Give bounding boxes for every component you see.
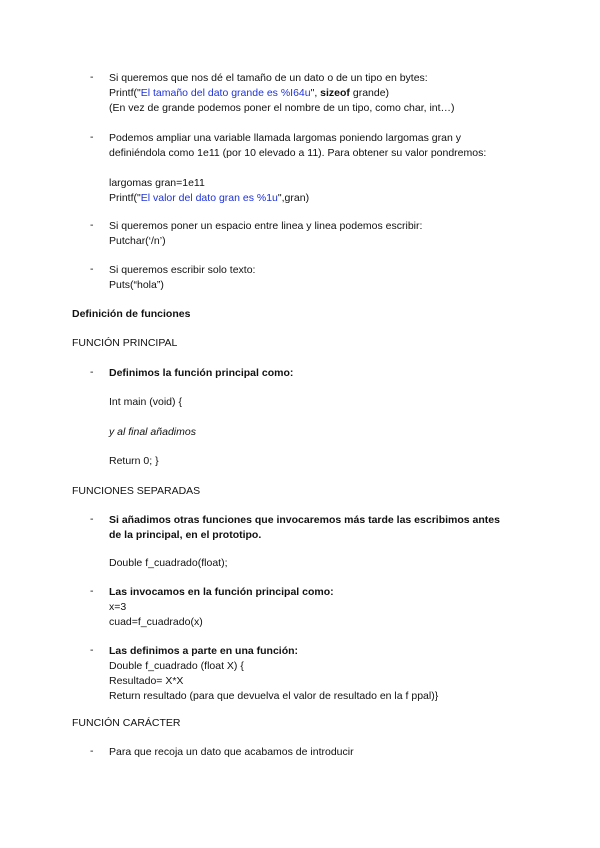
bullet-dash: - xyxy=(90,131,94,143)
bullet-dash: - xyxy=(90,585,94,597)
main-intro: Definimos la función principal como: xyxy=(109,367,294,379)
bullet-dash: - xyxy=(90,263,94,275)
printf-open: Printf(" xyxy=(109,87,141,99)
sizeof-keyword: sizeof xyxy=(320,87,350,99)
definicion-signature: Double f_cuadrado (float X) { xyxy=(109,660,244,672)
caracter-intro: Para que recoja un dato que acabamos de introducir xyxy=(109,746,354,758)
subsection-heading-principal: FUNCIÓN PRINCIPAL xyxy=(72,337,178,349)
largomas-intro-1: Podemos ampliar una variable llamada largomas poniendo largomas gran y xyxy=(109,132,461,144)
sizeof-note: (En vez de grande podemos poner el nombre de un tipo, como char, int…) xyxy=(109,102,455,114)
subsection-heading-separadas: FUNCIONES SEPARADAS xyxy=(72,485,201,497)
sizeof-arg: grande) xyxy=(349,87,390,99)
bullet-dash: - xyxy=(90,745,94,757)
bullet-dash: - xyxy=(90,219,94,231)
main-note: y al final añadimos xyxy=(109,426,196,438)
section-heading-definicion: Definición de funciones xyxy=(72,308,191,320)
prototipo-intro-1: Si añadimos otras funciones que invocaremos más tarde las escribimos antes xyxy=(109,514,500,526)
main-signature: Int main (void) { xyxy=(109,396,182,408)
printf-open: Printf(" xyxy=(109,192,141,204)
largomas-decl: largomas gran=1e11 xyxy=(109,177,205,189)
bullet-dash: - xyxy=(90,644,94,656)
bullet-dash: - xyxy=(90,513,94,525)
invocacion-assign: x=3 xyxy=(109,601,127,613)
main-return: Return 0; } xyxy=(109,455,159,467)
prototipo-intro-2: de la principal, en el prototipo. xyxy=(109,529,262,541)
quote-comma: ", xyxy=(310,87,321,99)
definicion-return: Return resultado (para que devuelva el valor de resultado en la f ppal)} xyxy=(109,690,439,702)
definicion-body: Resultado= X*X xyxy=(109,675,184,687)
format-string: El valor del dato gran es %1u xyxy=(140,192,278,204)
putchar-intro: Si queremos poner un espacio entre linea y linea podemos escribir: xyxy=(109,220,423,232)
largomas-printf-line xyxy=(109,191,309,205)
puts-code: Puts(“hola”) xyxy=(109,279,164,291)
subsection-heading-caracter: FUNCIÓN CARÁCTER xyxy=(72,717,181,729)
invocacion-intro: Las invocamos en la función principal como: xyxy=(109,586,334,598)
largomas-intro-2: definiéndola como 1e11 (por 10 elevado a 11). Para obtener su valor pondremos: xyxy=(109,147,487,159)
format-string: El tamaño del dato grande es %I64u xyxy=(140,87,311,99)
bullet-dash: - xyxy=(90,71,94,83)
printf-close: ",gran) xyxy=(277,192,310,204)
sizeof-printf-line xyxy=(109,86,389,100)
puts-intro: Si queremos escribir solo texto: xyxy=(109,264,256,276)
bullet-dash: - xyxy=(90,366,94,378)
prototipo-code: Double f_cuadrado(float); xyxy=(109,557,228,569)
definicion-intro: Las definimos a parte en una función: xyxy=(109,645,299,657)
sizeof-intro: Si queremos que nos dé el tamaño de un dato o de un tipo en bytes: xyxy=(109,72,428,84)
invocacion-call: cuad=f_cuadrado(x) xyxy=(109,616,203,628)
putchar-code: Putchar(‘/n’) xyxy=(109,235,166,247)
